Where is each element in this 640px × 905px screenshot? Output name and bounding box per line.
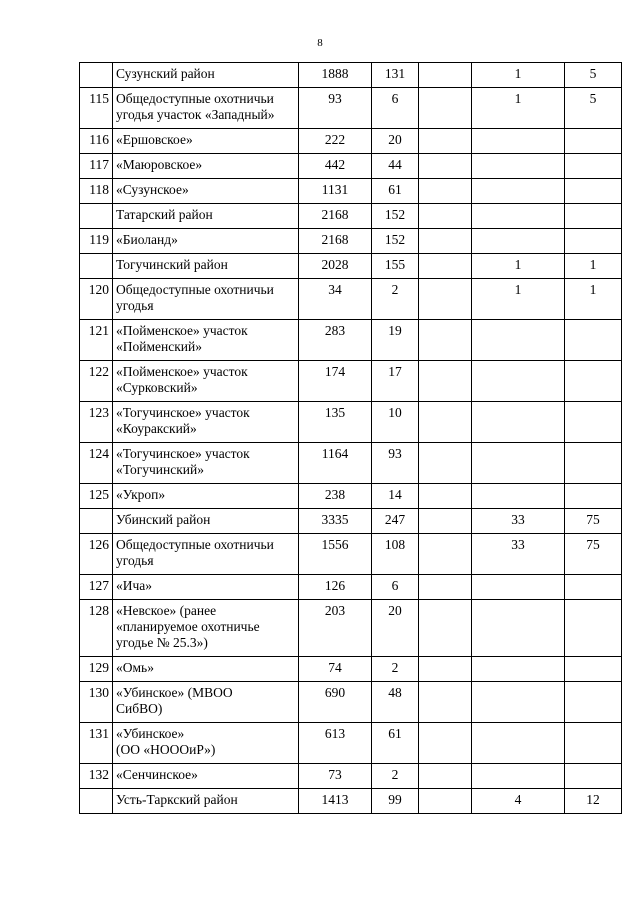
row-number-cell: 116 (80, 129, 113, 154)
value-1-cell (419, 154, 472, 179)
table-row (80, 154, 622, 179)
count-cell: 20 (372, 129, 419, 154)
count-cell: 6 (372, 575, 419, 600)
value-1-cell (419, 789, 472, 814)
value-2-cell (472, 179, 565, 204)
count-cell: 2 (372, 279, 419, 320)
count-cell: 20 (372, 600, 419, 657)
ground-name-cell: «Ершовское» (113, 129, 299, 154)
value-1-cell (419, 361, 472, 402)
value-1-cell (419, 229, 472, 254)
value-2-cell (472, 402, 565, 443)
area-cell: 1888 (299, 63, 372, 88)
count-cell: 61 (372, 179, 419, 204)
value-3-cell (565, 179, 622, 204)
district-row (80, 789, 622, 814)
ground-name-cell: Сузунский район (113, 63, 299, 88)
ground-name-cell: «Ича» (113, 575, 299, 600)
count-cell: 14 (372, 484, 419, 509)
row-number-cell: 122 (80, 361, 113, 402)
value-1-cell (419, 63, 472, 88)
row-number-cell (80, 509, 113, 534)
ground-name-cell: «Невское» (ранее «планируемое охотничье угодье № 25.3») (113, 600, 299, 657)
table-row (80, 179, 622, 204)
row-number-cell (80, 204, 113, 229)
count-cell: 10 (372, 402, 419, 443)
table-row (80, 129, 622, 154)
area-cell: 2168 (299, 229, 372, 254)
table-row (80, 279, 622, 320)
value-3-cell: 1 (565, 279, 622, 320)
district-row (80, 63, 622, 88)
ground-name-cell: Убинский район (113, 509, 299, 534)
row-number-cell: 125 (80, 484, 113, 509)
ground-name-cell: Тогучинский район (113, 254, 299, 279)
ground-name-cell: «Омь» (113, 657, 299, 682)
area-cell: 283 (299, 320, 372, 361)
ground-name-cell: «Сузунское» (113, 179, 299, 204)
value-1-cell (419, 682, 472, 723)
value-3-cell (565, 443, 622, 484)
value-2-cell: 33 (472, 509, 565, 534)
value-1-cell (419, 723, 472, 764)
table-row (80, 682, 622, 723)
count-cell: 247 (372, 509, 419, 534)
row-number-cell: 119 (80, 229, 113, 254)
value-1-cell (419, 279, 472, 320)
table-row (80, 88, 622, 129)
area-cell: 238 (299, 484, 372, 509)
value-1-cell (419, 179, 472, 204)
area-cell: 1413 (299, 789, 372, 814)
value-2-cell: 1 (472, 63, 565, 88)
value-1-cell (419, 88, 472, 129)
area-cell: 690 (299, 682, 372, 723)
area-cell: 203 (299, 600, 372, 657)
row-number-cell: 129 (80, 657, 113, 682)
table-row (80, 229, 622, 254)
value-1-cell (419, 204, 472, 229)
area-cell: 222 (299, 129, 372, 154)
count-cell: 131 (372, 63, 419, 88)
value-2-cell (472, 361, 565, 402)
value-3-cell (565, 361, 622, 402)
ground-name-cell: «Убинское» (ОО «НОООиР») (113, 723, 299, 764)
count-cell: 44 (372, 154, 419, 179)
row-number-cell: 121 (80, 320, 113, 361)
table-row (80, 361, 622, 402)
value-2-cell: 1 (472, 254, 565, 279)
value-2-cell (472, 600, 565, 657)
row-number-cell: 128 (80, 600, 113, 657)
ground-name-cell: «Сенчинское» (113, 764, 299, 789)
value-2-cell (472, 657, 565, 682)
district-row (80, 509, 622, 534)
value-3-cell: 5 (565, 88, 622, 129)
row-number-cell: 118 (80, 179, 113, 204)
value-2-cell: 33 (472, 534, 565, 575)
ground-name-cell: Общедоступные охотничьи угодья (113, 279, 299, 320)
area-cell: 135 (299, 402, 372, 443)
value-1-cell (419, 443, 472, 484)
value-2-cell: 4 (472, 789, 565, 814)
value-3-cell: 75 (565, 534, 622, 575)
area-cell: 74 (299, 657, 372, 682)
ground-name-cell: Татарский район (113, 204, 299, 229)
ground-name-cell: «Укроп» (113, 484, 299, 509)
value-3-cell (565, 575, 622, 600)
value-2-cell: 1 (472, 279, 565, 320)
count-cell: 152 (372, 204, 419, 229)
area-cell: 126 (299, 575, 372, 600)
value-1-cell (419, 575, 472, 600)
area-cell: 2168 (299, 204, 372, 229)
value-3-cell (565, 682, 622, 723)
ground-name-cell: «Тогучинское» участок «Коуракский» (113, 402, 299, 443)
ground-name-cell: «Маюровское» (113, 154, 299, 179)
value-1-cell (419, 402, 472, 443)
value-2-cell (472, 129, 565, 154)
value-2-cell: 1 (472, 88, 565, 129)
row-number-cell: 115 (80, 88, 113, 129)
area-cell: 174 (299, 361, 372, 402)
area-cell: 613 (299, 723, 372, 764)
row-number-cell (80, 63, 113, 88)
ground-name-cell: «Тогучинское» участок «Тогучинский» (113, 443, 299, 484)
value-2-cell (472, 320, 565, 361)
row-number-cell: 124 (80, 443, 113, 484)
table-row (80, 600, 622, 657)
area-cell: 1131 (299, 179, 372, 204)
value-3-cell: 1 (565, 254, 622, 279)
value-1-cell (419, 657, 472, 682)
area-cell: 1556 (299, 534, 372, 575)
area-cell: 1164 (299, 443, 372, 484)
row-number-cell: 126 (80, 534, 113, 575)
value-3-cell: 12 (565, 789, 622, 814)
area-cell: 3335 (299, 509, 372, 534)
area-cell: 442 (299, 154, 372, 179)
count-cell: 48 (372, 682, 419, 723)
value-1-cell (419, 764, 472, 789)
district-row (80, 204, 622, 229)
count-cell: 19 (372, 320, 419, 361)
table-row (80, 320, 622, 361)
count-cell: 2 (372, 657, 419, 682)
value-3-cell (565, 764, 622, 789)
value-1-cell (419, 509, 472, 534)
table-row (80, 484, 622, 509)
value-3-cell (565, 657, 622, 682)
value-3-cell (565, 229, 622, 254)
count-cell: 152 (372, 229, 419, 254)
count-cell: 108 (372, 534, 419, 575)
district-row (80, 254, 622, 279)
value-2-cell (472, 204, 565, 229)
row-number-cell: 132 (80, 764, 113, 789)
value-1-cell (419, 254, 472, 279)
ground-name-cell: «Убинское» (МВОО СибВО) (113, 682, 299, 723)
count-cell: 99 (372, 789, 419, 814)
value-3-cell (565, 600, 622, 657)
value-3-cell (565, 723, 622, 764)
value-3-cell (565, 320, 622, 361)
value-3-cell (565, 204, 622, 229)
row-number-cell (80, 789, 113, 814)
value-1-cell (419, 484, 472, 509)
table-row (80, 575, 622, 600)
row-number-cell: 117 (80, 154, 113, 179)
row-number-cell: 130 (80, 682, 113, 723)
row-number-cell: 120 (80, 279, 113, 320)
value-3-cell (565, 129, 622, 154)
row-number-cell (80, 254, 113, 279)
table-row (80, 402, 622, 443)
table-row (80, 657, 622, 682)
value-2-cell (472, 723, 565, 764)
count-cell: 6 (372, 88, 419, 129)
area-cell: 2028 (299, 254, 372, 279)
value-3-cell: 5 (565, 63, 622, 88)
value-2-cell (472, 575, 565, 600)
ground-name-cell: Усть-Таркский район (113, 789, 299, 814)
ground-name-cell: Общедоступные охотничьи угодья участок «Западный» (113, 88, 299, 129)
table-row (80, 443, 622, 484)
row-number-cell: 127 (80, 575, 113, 600)
value-3-cell (565, 402, 622, 443)
ground-name-cell: «Пойменское» участок «Сурковский» (113, 361, 299, 402)
value-3-cell (565, 484, 622, 509)
area-cell: 93 (299, 88, 372, 129)
value-2-cell (472, 682, 565, 723)
value-2-cell (472, 154, 565, 179)
value-3-cell: 75 (565, 509, 622, 534)
count-cell: 17 (372, 361, 419, 402)
table-row (80, 764, 622, 789)
value-1-cell (419, 534, 472, 575)
value-2-cell (472, 484, 565, 509)
count-cell: 61 (372, 723, 419, 764)
row-number-cell: 131 (80, 723, 113, 764)
count-cell: 2 (372, 764, 419, 789)
value-2-cell (472, 764, 565, 789)
value-3-cell (565, 154, 622, 179)
hunting-grounds-table (79, 62, 622, 814)
row-number-cell: 123 (80, 402, 113, 443)
value-1-cell (419, 600, 472, 657)
value-2-cell (472, 443, 565, 484)
ground-name-cell: Общедоступные охотничьи угодья (113, 534, 299, 575)
ground-name-cell: «Пойменское» участок «Пойменский» (113, 320, 299, 361)
count-cell: 93 (372, 443, 419, 484)
page-number: 8 (317, 37, 323, 49)
area-cell: 73 (299, 764, 372, 789)
value-1-cell (419, 320, 472, 361)
table-row (80, 534, 622, 575)
table-row (80, 723, 622, 764)
count-cell: 155 (372, 254, 419, 279)
value-2-cell (472, 229, 565, 254)
ground-name-cell: «Биоланд» (113, 229, 299, 254)
area-cell: 34 (299, 279, 372, 320)
value-1-cell (419, 129, 472, 154)
